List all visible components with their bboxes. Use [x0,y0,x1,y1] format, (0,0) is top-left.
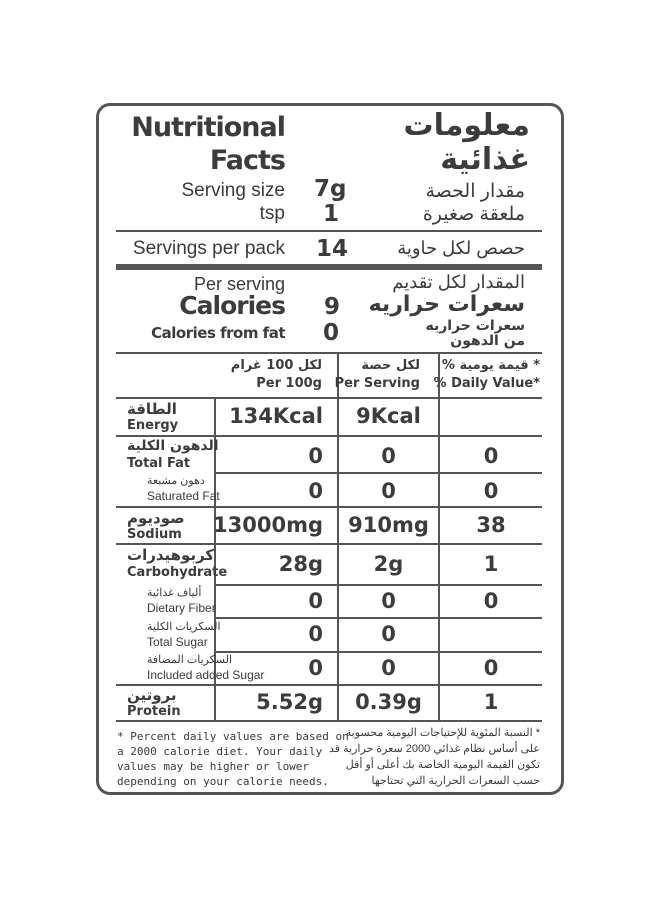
per100-value: 0 [308,444,323,468]
serving-value: 0 [381,479,396,503]
daily-value: 38 [476,513,506,537]
title-en-line1: Nutritional [131,112,285,143]
row-line [116,506,542,508]
calories-from-fat-label-ar-2: من الدهون [450,333,525,349]
row-line [116,543,542,545]
col-per100-header-ar: لكل 100 غرام [230,358,322,373]
col-serving-header: Per Serving [334,376,420,391]
nutrient-name: Protein [127,704,181,719]
table-header-line [116,397,542,399]
footnote-en-line: values may be higher or lower [117,760,310,773]
nutrient-name-ar: كربوهيدرات [127,546,215,564]
daily-value: 0 [483,589,499,613]
serving-size-value: 7g [314,176,347,202]
footnote-ar-line: على أساس نظام غذائي 2000 سعرة حرارية قد [329,743,540,755]
calories-label-ar: سعرات حراريه [368,292,525,317]
daily-value: 1 [483,690,499,714]
calories-label: Calories [179,291,285,320]
serving-value: 2g [373,552,404,576]
serving-size-label: Serving size [181,180,285,201]
col-daily-value-header: % Daily Value* [433,376,540,391]
col-per100-header: Per 100g [256,376,322,391]
title-ar-line1: معلومات [403,108,530,143]
row-line [215,651,542,653]
servings-per-pack-label-ar: حصص لكل حاوية [397,238,525,258]
serving-value: 0 [381,444,396,468]
nutrient-name: Carbohydrate [127,565,228,580]
footnote-ar-line: حسب السعرات الحرارية التي تحتاجها [371,775,540,787]
per100-value: 28g [278,552,323,576]
nutrient-name-ar: ألياف غذائية [147,587,202,599]
serving-value: 0 [381,622,396,646]
servings-per-pack-label: Servings per pack [132,238,285,259]
per100-value: 0 [308,589,323,613]
serving-value: 910mg [348,513,429,537]
divider [116,230,542,232]
per-serving-label-ar: المقدار لكل تقديم [392,272,525,292]
row-line [116,684,542,686]
footnote-ar-line: * النسبة المئوية للإحتياجات اليومية محسوبة [345,727,540,739]
serving-value: 0 [381,589,396,613]
row-line [215,617,542,619]
serving-unit-value: 1 [323,201,340,227]
thick-divider [116,264,542,270]
per100-value: 13000mg [213,513,323,537]
per-serving-label: Per serving [193,274,285,294]
daily-value: 1 [483,552,499,576]
serving-unit-label: tsp [259,203,285,224]
servings-per-pack-value: 14 [316,236,349,262]
col-daily-value-header-ar: * قيمة يومية % [441,358,540,373]
footnote-en-line: * Percent daily values are based on [117,730,349,743]
serving-value: 0 [381,656,396,680]
title-en-line2: Facts [209,145,285,176]
nutrient-name: Energy [127,418,179,433]
nutrient-name-ar: السكريات المضافة [147,654,233,666]
nutrient-name-ar: الدهون الكلية [127,438,219,454]
serving-unit-label-ar: ملعقة صغيرة [422,204,525,225]
nutrient-name: Total Fat [127,456,191,471]
footnote-ar-line: تكون القيمة اليومية الخاصة بك أعلى أو أقل [345,759,540,771]
nutrient-name: Included added Sugar [147,668,265,682]
table-top-line [116,352,542,354]
row-line [215,584,542,586]
daily-value: 0 [483,444,499,468]
per100-value: 0 [308,622,323,646]
daily-value: 0 [483,656,499,680]
footnote-en-line: depending on your calorie needs. [117,775,329,788]
nutrient-name-ar: السكريات الكلية [147,621,221,633]
footnote-en-line: a 2000 calorie diet. Your daily [117,745,323,758]
per100-value: 5.52g [256,690,323,714]
nutrient-name: Dietary Fiber [147,601,216,615]
nutrient-name: Saturated Fat [147,489,220,503]
nutrient-name-ar: صوديوم [127,509,185,527]
calories-from-fat-label-ar-1: سعرات حراريه [425,318,525,334]
calories-value: 9 [324,294,341,320]
serving-value: 0.39g [355,690,422,714]
row-line [116,435,542,437]
daily-value: 0 [483,479,499,503]
table-bottom-line [116,720,542,722]
serving-size-label-ar: مقدار الحصة [425,181,525,202]
calories-from-fat-label: Calories from fat [151,324,285,342]
per100-value: 0 [308,656,323,680]
per100-value: 134Kcal [229,404,323,428]
row-line [215,472,542,474]
calories-from-fat-value: 0 [323,320,340,346]
nutrient-name: Sodium [127,527,182,542]
title-ar-line2: غذائية [440,142,530,177]
nutrient-name-ar: الطاقة [127,400,177,418]
nutrient-name: Total Sugar [147,635,208,649]
per100-value: 0 [308,479,323,503]
serving-value: 9Kcal [356,404,421,428]
nutrient-name-ar: بروتين [127,686,177,704]
nutrient-name-ar: دهون مشبعة [147,475,205,487]
col-serving-header-ar: لكل حصة [361,358,420,373]
